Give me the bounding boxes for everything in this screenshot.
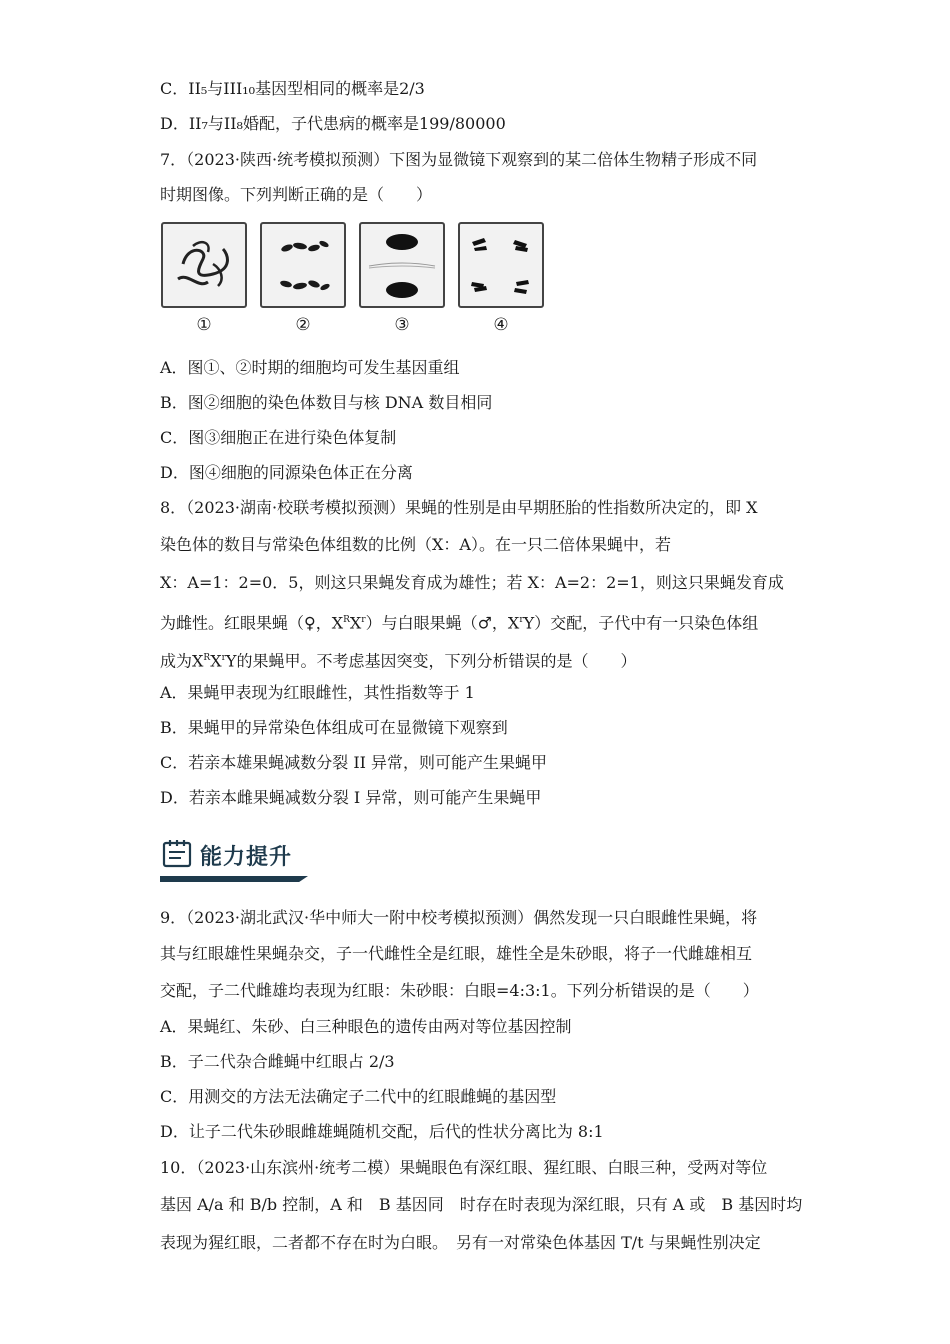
micrograph-4 (458, 222, 544, 308)
option-a-q9: A．果蝇红、朱砂、白三种眼色的遗传由两对等位基因控制 (160, 1017, 572, 1036)
option-c-q9: C．用测交的方法无法确定子二代中的红眼雌蝇的基因型 (160, 1087, 557, 1106)
section-underline (160, 876, 308, 882)
question-7-stem: 7．（2023·陕西·统考模拟预测）下图为显微镜下观察到的某二倍体生物精子形成不同 (160, 150, 758, 169)
question-7-stem-cont: 时期图像。下列判断正确的是（ ） (160, 185, 433, 204)
micrograph-3-label: ③ (394, 315, 410, 335)
option-a-q8: A．果蝇甲表现为红眼雌性，其性指数等于 1 (160, 683, 475, 702)
option-b-q7: B．图②细胞的染色体数目与核 DNA 数目相同 (160, 393, 493, 412)
question-8-stem: 8．（2023·湖南·校联考模拟预测）果蝇的性别是由早期胚胎的性指数所决定的，即 X (160, 498, 758, 517)
question-8-stem-5: 成为$X^RX^rY$的果蝇甲。不考虑基因突变，下列分析错误的是（ ） (160, 651, 637, 671)
question-8-stem-4: 为雌性。红眼果蝇（♀，$X^RX^r$）与白眼果蝇（♂，$X^rY$）交配，子代中有一只染色体组 (160, 613, 759, 633)
option-b-q9: B．子二代杂合雌蝇中红眼占 2/3 (160, 1052, 395, 1071)
micrograph-2-label: ② (295, 315, 311, 335)
option-d-q6: D．II₇与II₈婚配，子代患病的概率是199/80000 (160, 114, 506, 133)
question-10-stem-2: 基因 A/a 和 B/b 控制，A 和 B 基因同 时存在时表现为深红眼，只有 A 或 B 基因时均 (160, 1195, 803, 1214)
option-d-q7: D．图④细胞的同源染色体正在分离 (160, 463, 413, 482)
option-c-q6: C．II₅与III₁₀基因型相同的概率是2/3 (160, 79, 425, 98)
question-8-stem-2: 染色体的数目与常染色体组数的比例（X：A）。在一只二倍体果蝇中，若 (160, 535, 671, 554)
section-header (160, 836, 308, 884)
option-c-q8: C．若亲本雄果蝇减数分裂 II 异常，则可能产生果蝇甲 (160, 753, 548, 772)
micrograph-3 (359, 222, 445, 308)
micrograph-1 (161, 222, 247, 308)
micrograph-2 (260, 222, 346, 308)
option-a-q7: A．图①、②时期的细胞均可发生基因重组 (160, 358, 460, 377)
option-d-q8: D．若亲本雌果蝇减数分裂 I 异常，则可能产生果蝇甲 (160, 788, 542, 807)
question-9-stem: 9．（2023·湖北武汉·华中师大一附中校考模拟预测）偶然发现一只白眼雌性果蝇，将 (160, 908, 758, 927)
question-9-stem-2: 其与红眼雄性果蝇杂交，子一代雌性全是红眼，雄性全是朱砂眼，将子一代雌雄相互 (160, 944, 753, 963)
option-b-q8: B．果蝇甲的异常染色体组成可在显微镜下观察到 (160, 718, 508, 737)
option-c-q7: C．图③细胞正在进行染色体复制 (160, 428, 397, 447)
question-9-stem-3: 交配，子二代雌雄均表现为红眼：朱砂眼：白眼=4:3:1。下列分析错误的是（ ） (160, 981, 759, 1000)
section-title: 能力提升 (200, 845, 293, 870)
micrograph-1-label: ① (196, 315, 212, 335)
question-8-stem-3: X：A=1：2=0．5，则这只果蝇发育成为雄性；若 X：A=2：2=1，则这只果蝇发育成 (160, 573, 784, 592)
notebook-icon (162, 838, 194, 868)
question-10-stem-3: 表现为猩红眼，二者都不存在时为白眼。 另有一对常染色体基因 T/t 与果蝇性别决定 (160, 1233, 761, 1252)
micrograph-4-label: ④ (493, 315, 509, 335)
question-10-stem: 10．（2023·山东滨州·统考二模）果蝇眼色有深红眼、猩红眼、白眼三种，受两对等位 (160, 1158, 768, 1177)
option-d-q9: D．让子二代朱砂眼雌雄蝇随机交配，后代的性状分离比为 8:1 (160, 1122, 604, 1141)
